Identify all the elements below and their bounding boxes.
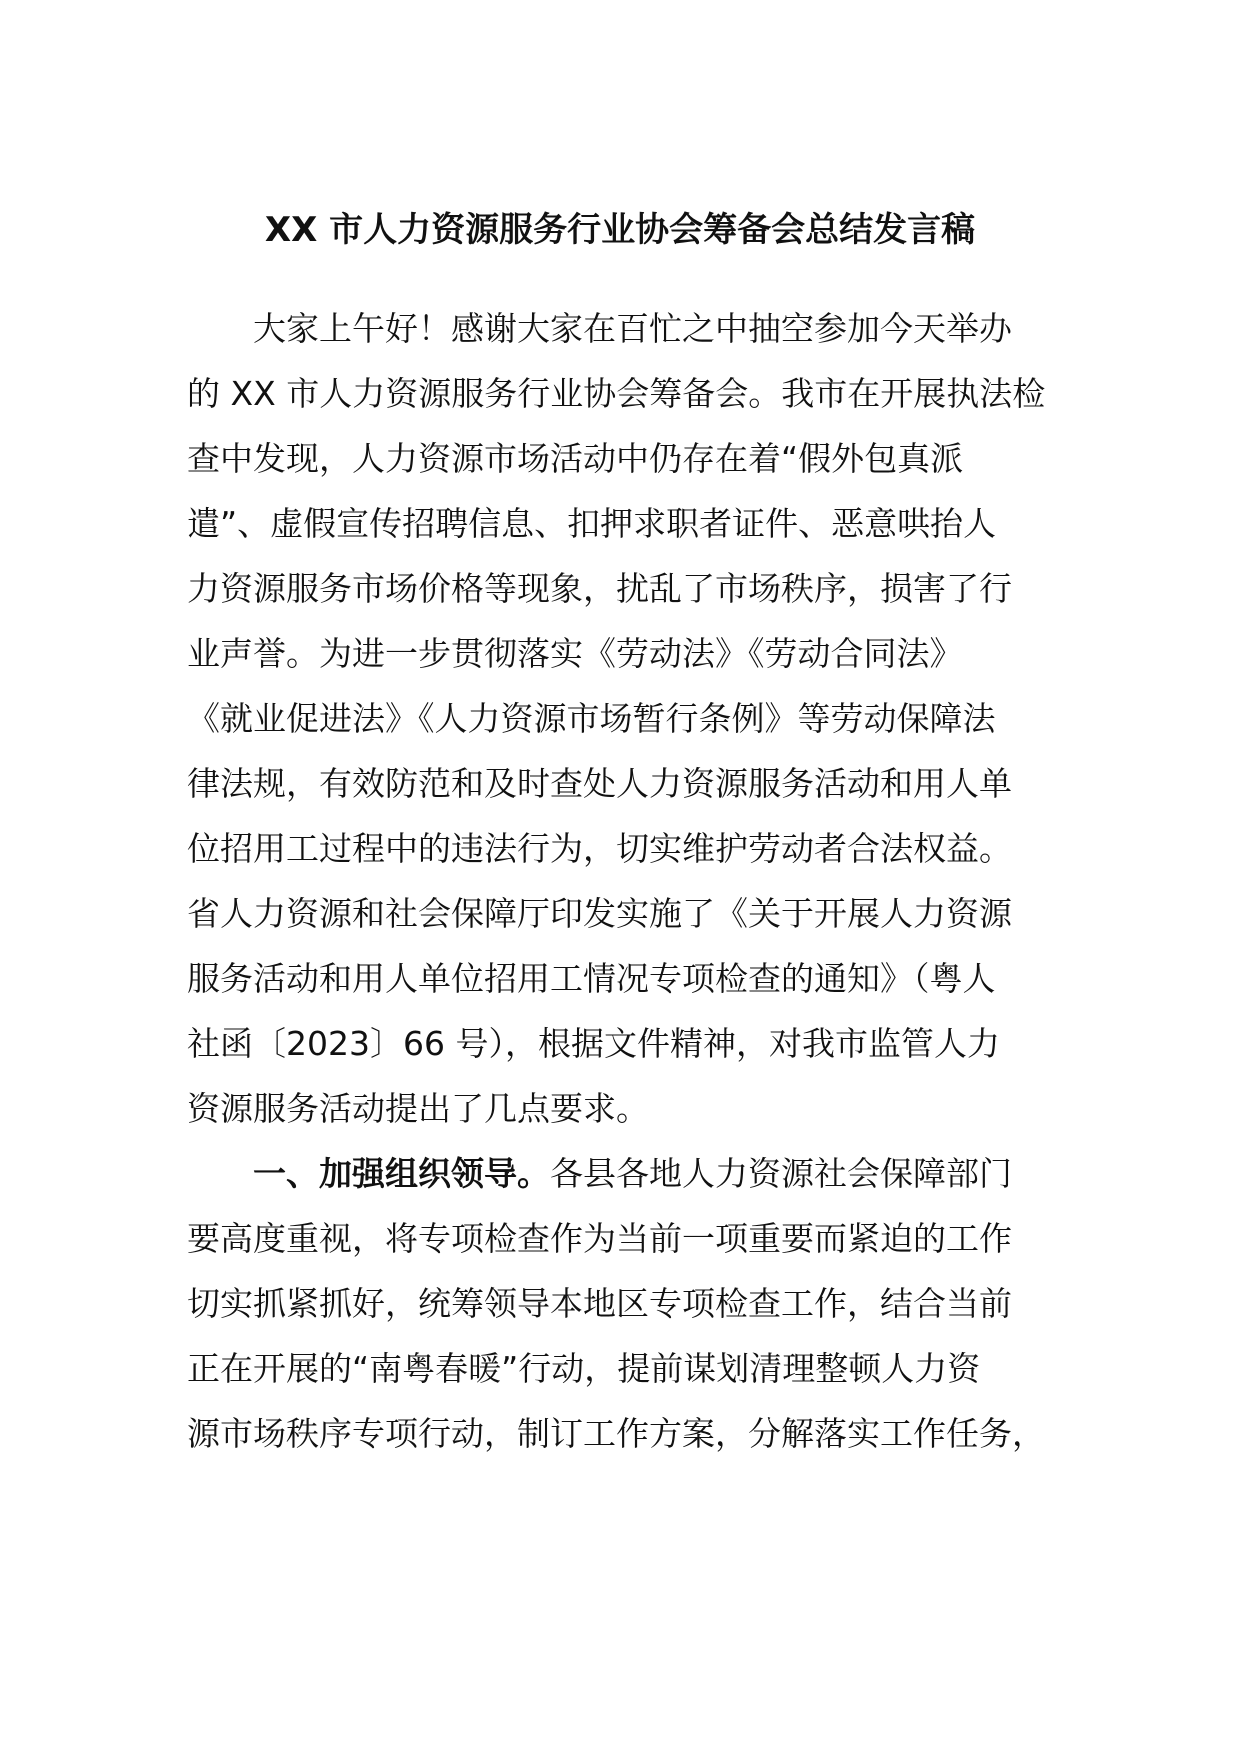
paragraph-line: 《就业促进法》《人力资源市场暂行条例》等劳动保障法 bbox=[187, 699, 996, 738]
paragraph-line: 正在开展的“南粤春暖”行动，提前谋划清理整顿人力资 bbox=[187, 1349, 981, 1388]
paragraph-line: 社函〔2023〕66 号），根据文件精神，对我市监管人力 bbox=[187, 1024, 1000, 1063]
document-body bbox=[187, 296, 1049, 1466]
paragraph-line: 查中发现，人力资源市场活动中仍存在着“假外包真派 bbox=[187, 439, 964, 478]
section-heading: 一、加强组织领导。 bbox=[253, 1154, 550, 1193]
paragraph-line: 大家上午好！感谢大家在百忙之中抽空参加今天举办 bbox=[253, 309, 1012, 348]
paragraph-line: 源市场秩序专项行动，制订工作方案，分解落实工作任务， bbox=[187, 1414, 1045, 1453]
section-first-line-text: 各县各地人力资源社会保障部门 bbox=[550, 1154, 1012, 1193]
paragraph-line: 律法规，有效防范和及时查处人力资源服务活动和用人单 bbox=[187, 764, 1012, 803]
paragraph-line: 业声誉。为进一步贯彻落实《劳动法》《劳动合同法》 bbox=[187, 634, 963, 673]
paragraph-line: 位招用工过程中的违法行为，切实维护劳动者合法权益。 bbox=[187, 829, 1012, 868]
paragraph-line: 力资源服务市场价格等现象，扰乱了市场秩序，损害了行 bbox=[187, 569, 1012, 608]
section-first-line bbox=[187, 1141, 1049, 1206]
paragraph-line: 要高度重视，将专项检查作为当前一项重要而紧迫的工作 bbox=[187, 1219, 1012, 1258]
paragraph-line: 切实抓紧抓好，统筹领导本地区专项检查工作，结合当前 bbox=[187, 1284, 1012, 1323]
paragraph-line: 遣”、虚假宣传招聘信息、扣押求职者证件、恶意哄抬人 bbox=[187, 504, 997, 543]
paragraph-line: 资源服务活动提出了几点要求。 bbox=[187, 1089, 649, 1128]
paragraph-line: 服务活动和用人单位招用工情况专项检查的通知》（粤人 bbox=[187, 959, 996, 998]
paragraph-line: 省人力资源和社会保障厅印发实施了《关于开展人力资源 bbox=[187, 894, 1012, 933]
document-title: XX 市人力资源服务行业协会筹备会总结发言稿 bbox=[264, 210, 976, 250]
paragraph-line: 的 XX 市人力资源服务行业协会筹备会。我市在开展执法检 bbox=[187, 374, 1046, 413]
